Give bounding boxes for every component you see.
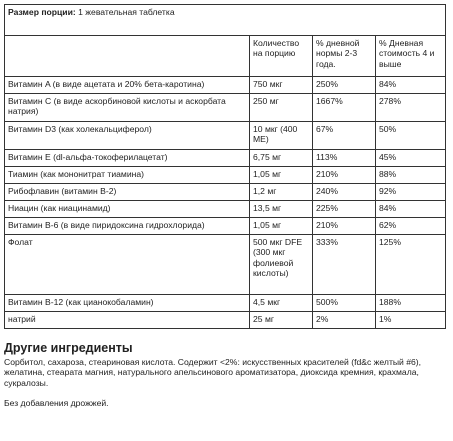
table-body bbox=[5, 77, 446, 329]
table-row bbox=[5, 122, 446, 150]
daily-value-4-plus-cell: 84% bbox=[376, 201, 446, 218]
daily-value-2-3-cell: 225% bbox=[313, 201, 376, 218]
amount-cell: 1,05 мг bbox=[250, 218, 313, 235]
table-header-row bbox=[5, 36, 446, 77]
daily-value-2-3-cell: 500% bbox=[313, 295, 376, 312]
header-amount-per-serving: Количество на порцию bbox=[250, 36, 313, 77]
serving-size-row bbox=[5, 5, 446, 36]
daily-value-4-plus-cell: 62% bbox=[376, 218, 446, 235]
daily-value-2-3-cell: 210% bbox=[313, 218, 376, 235]
serving-size-label: Размер порции: bbox=[8, 7, 76, 17]
table-row bbox=[5, 167, 446, 184]
nutrient-name-cell: Витамин C (в виде аскорбиновой кислоты и аскорбата натрия) bbox=[5, 94, 250, 122]
serving-size-cell bbox=[5, 5, 446, 36]
supplement-facts-page bbox=[4, 4, 445, 409]
amount-cell: 750 мкг bbox=[250, 77, 313, 94]
nutrient-name-cell: Витамин B-12 (как цианокобаламин) bbox=[5, 295, 250, 312]
daily-value-4-plus-cell: 50% bbox=[376, 122, 446, 150]
daily-value-2-3-cell: 1667% bbox=[313, 94, 376, 122]
amount-cell: 13,5 мг bbox=[250, 201, 313, 218]
other-ingredients-text: Сорбитол, сахароза, стеариновая кислота. Содержит <2%: искусственных красителей (fd&c желтый #6), желатина, стеарата магния, натурального апельсинового ароматизатора, диоксида кремния, крахмала, сукралозы. bbox=[4, 357, 422, 388]
nutrient-name-cell: Витамин D3 (как холекальциферол) bbox=[5, 122, 250, 150]
nutrient-name-cell: Витамин E (dl-альфа-токоферилацетат) bbox=[5, 150, 250, 167]
table-row bbox=[5, 94, 446, 122]
amount-cell: 10 мкг (400 МЕ) bbox=[250, 122, 313, 150]
table-row bbox=[5, 201, 446, 218]
table-row bbox=[5, 295, 446, 312]
header-daily-value-2-3-years: % дневной нормы 2-3 года. bbox=[313, 36, 376, 77]
table-row bbox=[5, 312, 446, 329]
daily-value-4-plus-cell: 188% bbox=[376, 295, 446, 312]
header-daily-value-4-and-up: % Дневная стоимость 4 и выше bbox=[376, 36, 446, 77]
daily-value-2-3-cell: 333% bbox=[313, 235, 376, 295]
amount-cell: 250 мг bbox=[250, 94, 313, 122]
amount-cell: 1,2 мг bbox=[250, 184, 313, 201]
nutrient-name-cell: Рибофлавин (витамин B-2) bbox=[5, 184, 250, 201]
daily-value-2-3-cell: 113% bbox=[313, 150, 376, 167]
daily-value-2-3-cell: 210% bbox=[313, 167, 376, 184]
daily-value-4-plus-cell: 45% bbox=[376, 150, 446, 167]
amount-cell: 500 мкг DFE (300 мкг фолиевой кислоты) bbox=[250, 235, 313, 295]
amount-cell: 6,75 мг bbox=[250, 150, 313, 167]
table-row bbox=[5, 150, 446, 167]
daily-value-2-3-cell: 240% bbox=[313, 184, 376, 201]
header-nutrient bbox=[5, 36, 250, 77]
supplement-facts-table bbox=[4, 4, 446, 329]
amount-cell: 4,5 мкг bbox=[250, 295, 313, 312]
daily-value-4-plus-cell: 84% bbox=[376, 77, 446, 94]
amount-cell: 25 мг bbox=[250, 312, 313, 329]
nutrient-name-cell: Витамин B-6 (в виде пиридоксина гидрохлорида) bbox=[5, 218, 250, 235]
amount-cell: 1,05 мг bbox=[250, 167, 313, 184]
nutrient-name-cell: Витамин A (в виде ацетата и 20% бета-каротина) bbox=[5, 77, 250, 94]
yeast-free-note: Без добавления дрожжей. bbox=[4, 398, 109, 409]
table-row bbox=[5, 184, 446, 201]
nutrient-name-cell: Фолат bbox=[5, 235, 250, 295]
nutrient-name-cell: натрий bbox=[5, 312, 250, 329]
other-ingredients-title: Другие ингредиенты bbox=[4, 341, 133, 355]
daily-value-4-plus-cell: 125% bbox=[376, 235, 446, 295]
daily-value-2-3-cell: 67% bbox=[313, 122, 376, 150]
serving-size-value: 1 жевательная таблетка bbox=[75, 7, 175, 17]
daily-value-4-plus-cell: 278% bbox=[376, 94, 446, 122]
daily-value-2-3-cell: 2% bbox=[313, 312, 376, 329]
table-row bbox=[5, 77, 446, 94]
nutrient-name-cell: Ниацин (как ниацинамид) bbox=[5, 201, 250, 218]
daily-value-2-3-cell: 250% bbox=[313, 77, 376, 94]
daily-value-4-plus-cell: 1% bbox=[376, 312, 446, 329]
daily-value-4-plus-cell: 88% bbox=[376, 167, 446, 184]
nutrient-name-cell: Тиамин (как мононитрат тиамина) bbox=[5, 167, 250, 184]
table-row bbox=[5, 218, 446, 235]
daily-value-4-plus-cell: 92% bbox=[376, 184, 446, 201]
table-row bbox=[5, 235, 446, 295]
